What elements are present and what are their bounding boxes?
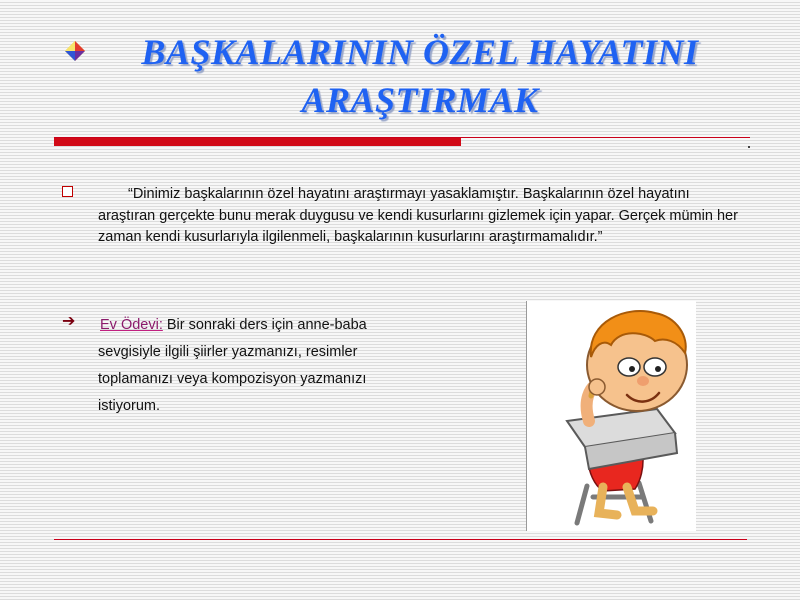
arrow-bullet-icon: ➔ xyxy=(62,313,76,330)
divider-dot xyxy=(748,146,750,148)
footer-divider xyxy=(54,539,747,540)
boy-writing-illustration xyxy=(526,301,696,531)
main-paragraph: “Dinimiz başkalarının özel hayatını araştırmayı yasaklamıştır. Başkalarının özel hayatını araştıran gerçekte bunu merak duygusu ve kendi kusurlarını gizlemek için yapar. Gerçek mümin her zaman kendi kusurlarıyla ilgilenmeli, başkalarının kusurlarını araştırmamalıdır.” xyxy=(98,186,738,245)
homework-paragraph xyxy=(98,312,398,420)
title-divider-thick xyxy=(54,138,461,146)
homework-text: Bir sonraki ders için anne-baba sevgisiyle ilgili şiirler yazmanızı, resimler toplamanızı veya kompozisyon yazmanızı istiyorum. xyxy=(98,317,367,414)
boy-writing-clipart-icon xyxy=(527,301,696,531)
slide-title: BAŞKALARININ ÖZEL HAYATINI ARAŞTIRMAK xyxy=(141,32,699,120)
square-bullet-icon xyxy=(62,186,73,197)
homework-label: Ev Ödevi: xyxy=(100,317,163,333)
